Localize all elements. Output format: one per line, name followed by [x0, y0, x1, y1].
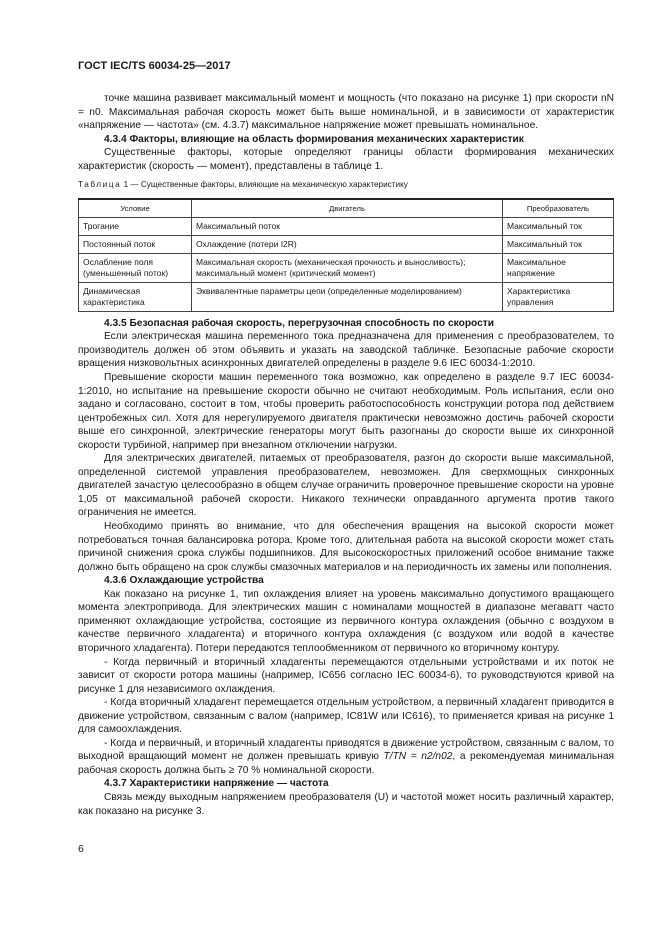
table-cell: Трогание: [79, 217, 192, 235]
table-cell: Охлаждение (потери I2R): [192, 235, 503, 253]
table-row: [79, 253, 614, 282]
column-header: Условие: [79, 199, 192, 218]
table-cell: Максимальное напряжение: [503, 253, 614, 282]
table-cell: Максимальный ток: [503, 235, 614, 253]
section-heading-4-3-5: 4.3.5 Безопасная рабочая скорость, перегрузочная способность по скорости: [104, 317, 495, 329]
table-cell: Максимальный ток: [503, 217, 614, 235]
section-heading-4-3-4: 4.3.4 Факторы, влияющие на область формирования механических характеристик: [104, 133, 524, 145]
paragraph: Если электрическая машина переменного тока предназначена для применения с преобразователем, то производитель должен об этом объявить и указать на заводской табличке. Безопасные рабочие скорости вращения низковольтных асинхронных двигателей определены в разделе 9.6 IEC 60034-1:2010.: [78, 331, 614, 370]
page-number: 6: [78, 843, 84, 855]
table-row: [79, 282, 614, 311]
factors-table: [78, 198, 614, 312]
column-header: Двигатель: [192, 199, 503, 218]
torque-formula: T/TN = n2/n02: [383, 751, 453, 763]
table-cell: Постоянный поток: [79, 235, 192, 253]
document-body: [78, 92, 614, 818]
table-cell: Максимальный поток: [192, 217, 503, 235]
table-row: [79, 217, 614, 235]
paragraph: Как показано на рисунке 1, тип охлаждения влияет на уровень максимально допустимого вращающего момента электропривода. Для электрических машин с номиналами мощностей в диапазоне мегаватт часто применяют охлаждающие устройства, состоящие из первичного контура охлаждения (обычно с воздухом в качестве первичного хладагента) и вторичного контура охлаждения (с воздухом или водой в качестве вторичного хладагента). Потери передаются теплообменником от первичного ко вторичному контуру.: [78, 588, 614, 654]
paragraph: - Когда вторичный хладагент перемещается отдельным устройством, а первичный хладагент приводится в движение устройством, связанным с валом (например, IC81W или IC616), то применяется кривая на рисунке 1 для самоохлаждения.: [78, 697, 614, 736]
table-header-row: [79, 199, 614, 218]
table-cell: Характеристика управления: [503, 282, 614, 311]
paragraph: Существенные факторы, которые определяют границы области формирования механических характеристик (скорость — момент), представлены в таблице 1.: [78, 147, 614, 172]
document-header: ГОСТ IEC/TS 60034-25—2017: [78, 60, 231, 72]
section-heading-4-3-6: 4.3.6 Охлаждающие устройства: [104, 575, 264, 587]
table-cell: Динамическая характеристика: [79, 282, 192, 311]
paragraph: - Когда и первичный, и вторичный хладагенты приводятся в движение устройством, связанным с валом, то выходной вращающий момент не должен превышать кривую T/TN = n2/n02, а рекомендуемая минимальная рабочая скорость должна быть ≥ 70 % номинальной скорости.: [78, 737, 615, 776]
column-header: Преобразователь: [503, 199, 614, 218]
table-cell: Максимальная скорость (механическая прочность и выносливость); максимальный момент (критический момент): [192, 253, 503, 282]
paragraph: Превышение скорости машин переменного тока возможно, как определено в разделе 9.7 IEC 60034-1:2010, но испытание на превышение скорости обычно не считают необходимым. Роль испытания, если оно задано и согласовано, состоит в том, чтобы проверить работоспособность конструкции ротора под действием центробежных сил. Хотя для нерегулируемого двигателя практически невозможно достичь рабочей скорости выше его синхронной, электрические генераторы могут быть разогнаны до скорости выше их синхронной скорости турбиной, например при внезапном отключении нагрузки.: [78, 372, 614, 451]
table-cell: Ослабление поля (уменьшенный поток): [79, 253, 192, 282]
paragraph: - Когда первичный и вторичный хладагенты перемещаются отдельными устройствами и их поток не зависит от скорости ротора машины (например, IC656 согласно IEC 60034-6), то руководствуются кривой на рисунке 1 для независимого охлаждения.: [78, 656, 614, 695]
paragraph: Связь между выходным напряжением преобразователя (U) и частотой может носить различный характер, как показано на рисунке 3.: [78, 791, 614, 817]
table-caption: Таблица 1 — Существенные факторы, влияющие на механическую характеристику: [78, 180, 408, 190]
paragraph: точке машина развивает максимальный момент и мощность (что показано на рисунке 1) при скорости nN = n0. Максимальная рабочая скорость может быть выше номинальной, и в зависимости от характеристик «напряжение — частота» (см. 4.3.7) максимальное напряжение может превышать номинальное.: [78, 93, 614, 132]
table-cell: Эквивалентные параметры цепи (определенные моделированием): [192, 282, 503, 311]
paragraph: Для электрических двигателей, питаемых от преобразователя, разгон до скорости выше максимальной, определенной системой управления преобразователем, невозможен. Для сверхмощных синхронных двигателей зачастую целесообразно в общем случае ограничить проверочное превышение скорости на уровне 1,05 от максимальной рабочей скорости. Никакого технически оправданного аргумента против такого ограничения не имеется.: [78, 453, 614, 519]
table-row: [79, 235, 614, 253]
paragraph: Необходимо принять во внимание, что для обеспечения вращения на высокой скорости может потребоваться точная балансировка ротора. Кроме того, длительная работа на высокой скорости может стать причиной снижения срока службы подшипников. Для высокоскоростных приложений особое внимание также должно быть обращено на срок службы смазочных материалов и на периодичность их замены или пополнения.: [78, 521, 614, 573]
section-heading-4-3-7: 4.3.7 Характеристики напряжение — частота: [104, 778, 329, 790]
